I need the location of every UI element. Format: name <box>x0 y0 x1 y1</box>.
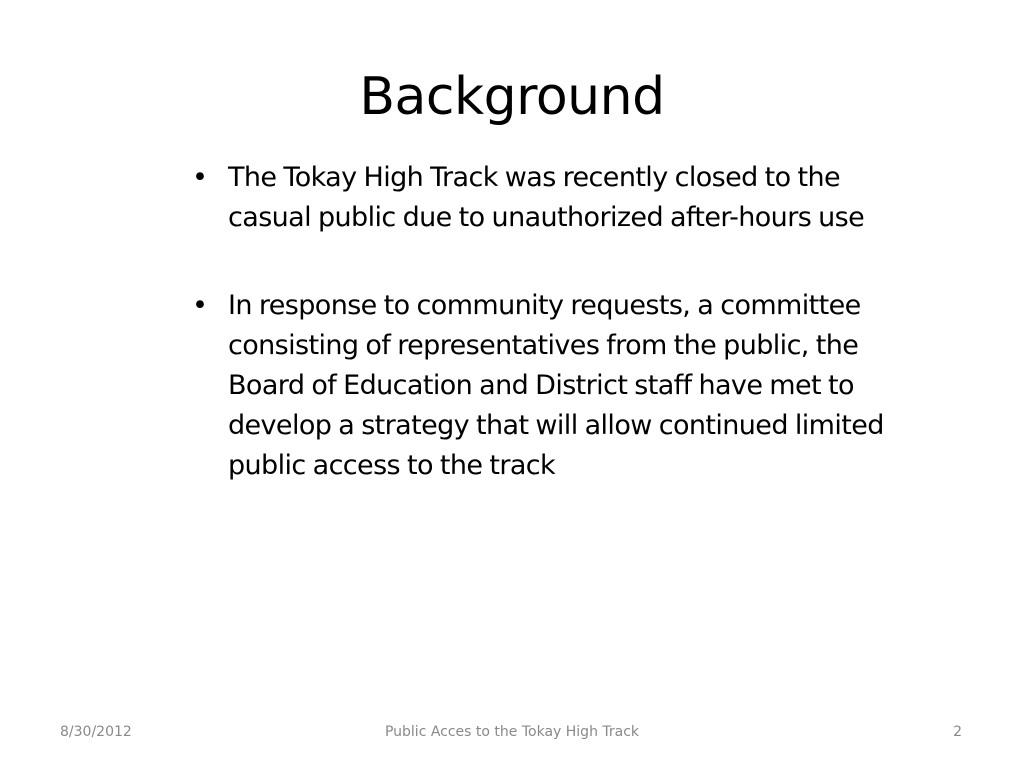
slide-title: Background <box>359 67 665 127</box>
bullet-item <box>188 286 898 486</box>
bullet-marker-icon: • <box>192 162 208 193</box>
footer-page-number: 2 <box>953 724 962 740</box>
bullet-text: In response to community requests, a committee consisting of representatives from the public, the Board of Education and District staff have met to develop a strategy that will allow continued limited public access to the track <box>228 290 884 481</box>
footer-date: 8/30/2012 <box>60 724 132 740</box>
bullet-item <box>188 158 898 238</box>
bullet-text: The Tokay High Track was recently closed to the casual public due to unauthorized after-hours use <box>228 162 865 233</box>
bullet-marker-icon: • <box>192 290 208 321</box>
bullet-list <box>188 158 898 534</box>
footer-title: Public Acces to the Tokay High Track <box>384 724 640 740</box>
